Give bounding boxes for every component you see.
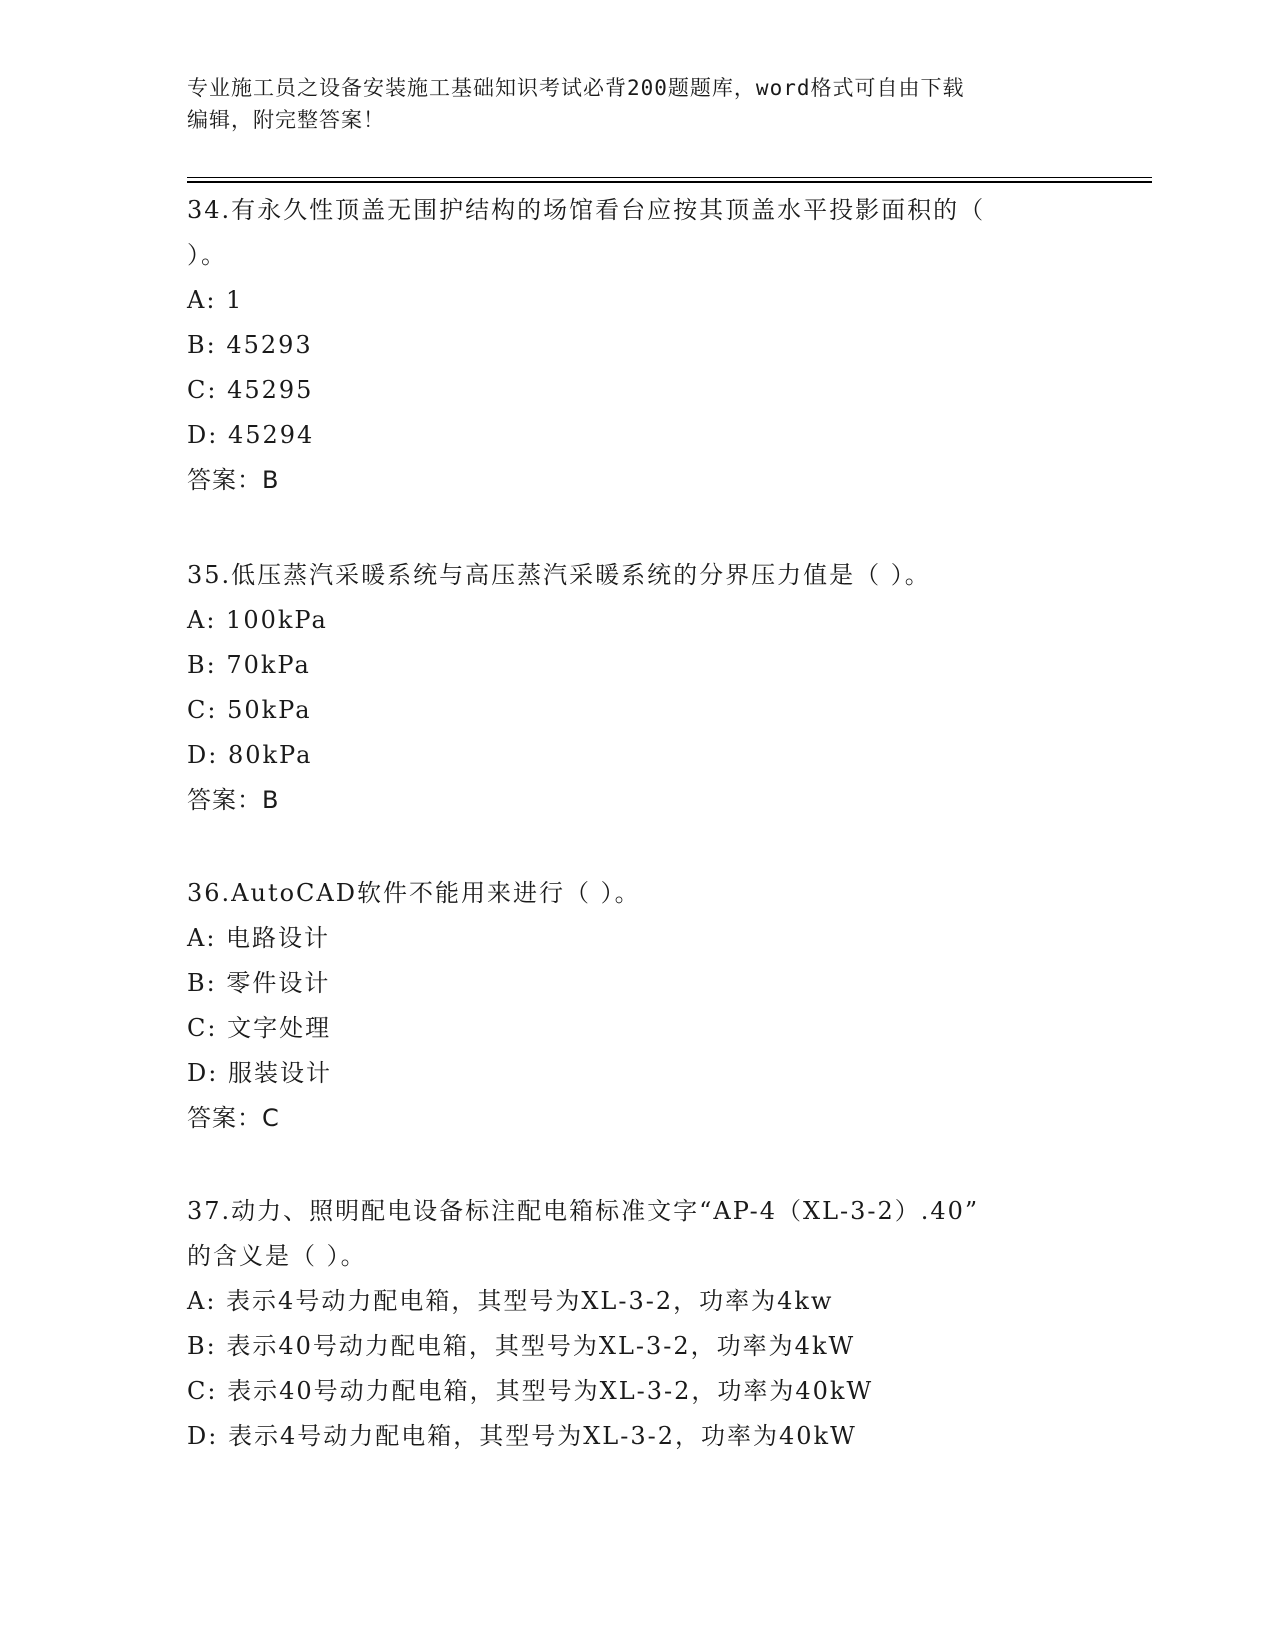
question-35 [187,553,1087,823]
option-a: A: 100kPa [187,606,328,634]
option-d: D: 服装设计 [187,1059,332,1087]
header-line-2: 编辑，附完整答案！ [187,108,385,132]
document-header [187,72,1087,136]
question-stem-continued: 的含义是（ ）。 [187,1242,367,1270]
option-a: A: 电路设计 [187,924,331,952]
question-stem: 36.AutoCAD软件不能用来进行（ ）。 [187,879,641,907]
header-divider-thick [187,181,1152,183]
question-stem: 34.有永久性顶盖无围护结构的场馆看台应按其顶盖水平投影面积的（ [187,196,986,224]
option-b: B: 零件设计 [187,969,331,997]
question-36 [187,871,1087,1141]
option-d: D: 45294 [187,421,315,449]
option-a: A: 表示4号动力配电箱，其型号为XL-3-2，功率为4kw [187,1287,834,1315]
question-stem: 37.动力、照明配电设备标注配电箱标准文字“AP-4（XL-3-2）.40” [187,1197,980,1225]
option-b: B: 45293 [187,331,313,359]
option-a: A: 1 [187,286,244,314]
answer: 答案：B [187,786,280,814]
option-c: C: 表示40号动力配电箱，其型号为XL-3-2，功率为40kW [187,1377,874,1405]
option-b: B: 表示40号动力配电箱，其型号为XL-3-2，功率为4kW [187,1332,856,1360]
header-line-1: 专业施工员之设备安装施工基础知识考试必背200题题库，word格式可自由下载 [187,76,965,100]
option-c: C: 文字处理 [187,1014,332,1042]
option-c: C: 45295 [187,376,314,404]
header-divider-thin [187,177,1152,178]
option-d: D: 表示4号动力配电箱，其型号为XL-3-2，功率为40kW [187,1422,857,1450]
answer: 答案：C [187,1104,280,1132]
question-34 [187,188,1087,503]
question-stem: 35.低压蒸汽采暖系统与高压蒸汽采暖系统的分界压力值是（ ）。 [187,561,931,589]
answer: 答案：B [187,466,280,494]
option-c: C: 50kPa [187,696,312,724]
question-stem-continued: ）。 [187,241,227,269]
question-37 [187,1189,1087,1459]
option-b: B: 70kPa [187,651,311,679]
option-d: D: 80kPa [187,741,313,769]
